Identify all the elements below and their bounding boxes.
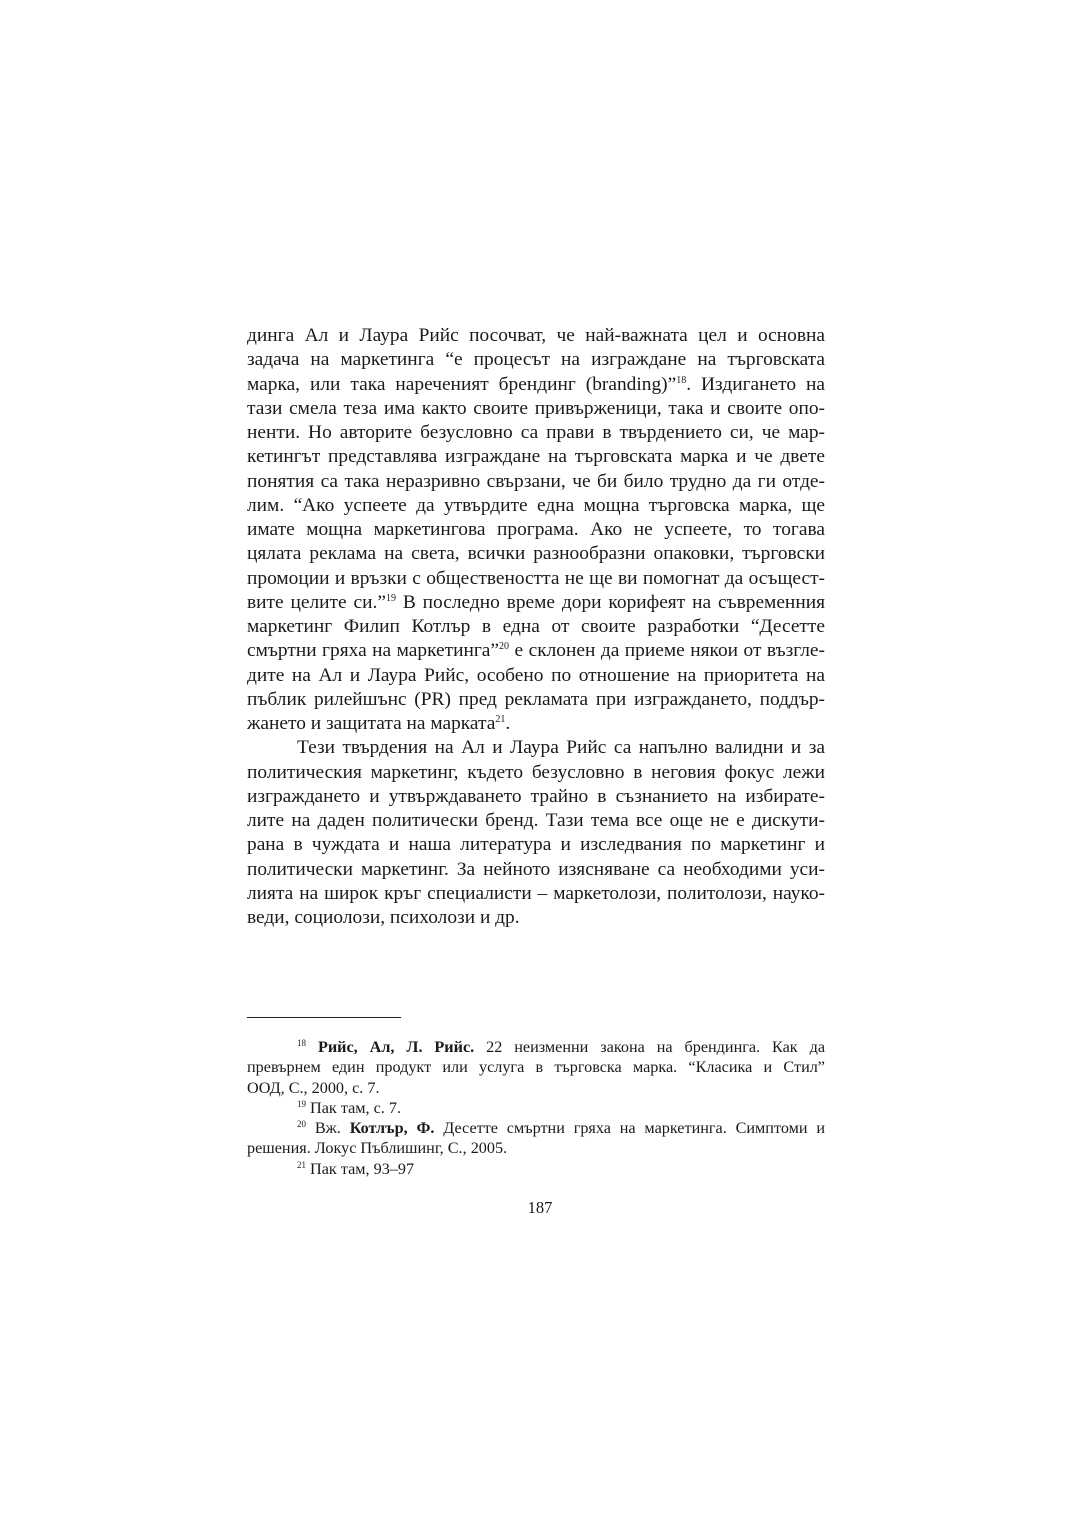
- text-line: рана в чуждата и наша литература и изследвания по маркетинг и: [247, 834, 825, 856]
- text-span: . Издигането на: [686, 373, 825, 395]
- text-line: цялата реклама на света, всички разнообразни опаковки, търговски: [247, 543, 825, 565]
- text-line: лим. “Ако успеете да утвърдите една мощна търговска марка, ще: [247, 494, 825, 516]
- text-line: [247, 712, 825, 736]
- footnote-number: 20: [297, 1119, 306, 1130]
- text-line: политически маркетинг. За нейното изясняване са необходими уси-: [247, 858, 825, 880]
- footnote-text: Вж.: [306, 1119, 350, 1138]
- footnote-number: 21: [297, 1159, 306, 1170]
- main-text: [247, 324, 825, 930]
- footnote-line: превърнем един продукт или услуга в търговска марка. “Класика и Стил”: [247, 1058, 825, 1077]
- text-line: веди, социолози, психолози и др.: [247, 907, 520, 928]
- text-line: динга Ал и Лаура Рийс посочват, че най-важната цел и основна: [247, 325, 825, 346]
- footnote-19: [247, 1098, 825, 1118]
- footnote-ref-19[interactable]: 19: [385, 592, 396, 604]
- text-span: жането и защитата на марката: [247, 713, 496, 734]
- text-line: политическия маркетинг, където безусловно в неговия фокус лежи: [247, 761, 825, 783]
- page-number: 187: [527, 1198, 553, 1217]
- text-span: .: [505, 713, 511, 734]
- footnote-text: Пак там, 93–97: [306, 1159, 415, 1178]
- footnotes: [247, 1037, 825, 1179]
- text-line: ненти. Но авторите безусловно са прави в твърдението си, че мар-: [247, 422, 825, 443]
- text-line: промоции и връзки с обществеността не ще ви помогнат да осъщест-: [247, 567, 825, 589]
- text-span: е склонен да приеме някои от възгле-: [509, 640, 825, 662]
- footnote-text: Десетте смъртни гряха на маркетинга. Симптоми и: [434, 1119, 826, 1138]
- text-line: тази смела теза има както своите привърженици, така и своите опо-: [247, 397, 825, 419]
- footnote-text: Пак там, с. 7.: [306, 1098, 402, 1117]
- footnote-ref-20[interactable]: 20: [499, 641, 510, 653]
- text-line: имате мощна маркетингова програма. Ако не успеете, то тогава: [247, 519, 825, 540]
- footnote-number: 18: [297, 1038, 306, 1048]
- footnote-line: ООД, С., 2000, с. 7.: [247, 1078, 380, 1097]
- footnote-line: решения. Локус Пъблишинг, С., 2005.: [247, 1139, 508, 1158]
- text-line: задача на маркетинга “е процесът на изграждане на търговската: [247, 349, 825, 371]
- footnote-ref-18[interactable]: 18: [676, 374, 687, 386]
- text-line: маркетинг Филип Котлър в една от своите разработки “Десетте: [247, 616, 825, 637]
- footnote-author: Котлър, Ф.: [349, 1119, 435, 1138]
- text-line: Тези твърдения на Ал и Лаура Рийс са напълно валидни и за: [297, 737, 825, 759]
- footnote-separator: [247, 1017, 401, 1018]
- paragraph-2: [247, 736, 825, 930]
- text-line: [247, 591, 825, 615]
- text-line: лията на широк кръг специалисти – маркетолози, политолози, науко-: [247, 882, 825, 904]
- footnote-20: [247, 1118, 825, 1138]
- text-line: дите на Ал и Лаура Рийс, особено по отношение на приоритета на: [247, 664, 825, 686]
- footnote-ref-21[interactable]: 21: [495, 714, 506, 725]
- footnote-author: Рийс, Ал, Л. Рийс.: [317, 1038, 475, 1056]
- footnote-number: 19: [297, 1098, 306, 1109]
- text-span: смъртни гряха на маркетинга”: [247, 640, 500, 662]
- footnote-18: [247, 1037, 825, 1057]
- text-span: марка, или така нареченият брендинг (branding)”: [247, 373, 677, 395]
- text-line: [247, 373, 825, 397]
- text-line: изграждането и утвърждаването трайно в съзнанието на избирате-: [247, 785, 825, 807]
- text-line: кетингът представлява изграждане на търговската марка и че двете: [247, 446, 825, 468]
- footnote-text: 22 неизменни закона на брендинга. Как да: [474, 1038, 826, 1056]
- text-span: вите целите си.”: [247, 591, 386, 613]
- text-line: лите на даден политически бренд. Тази тема все още не е дискути-: [247, 810, 825, 831]
- text-line: пъблик рилейшънс (PR) пред рекламата при изграждането, поддър-: [247, 688, 825, 710]
- paragraph-1: [247, 324, 825, 736]
- footnote-21: [247, 1159, 825, 1179]
- text-line: [247, 639, 825, 663]
- text-line: понятия са така неразривно свързани, че би било трудно да ги отде-: [247, 470, 825, 492]
- text-span: В последно време дори корифеят на съвременния: [395, 591, 825, 613]
